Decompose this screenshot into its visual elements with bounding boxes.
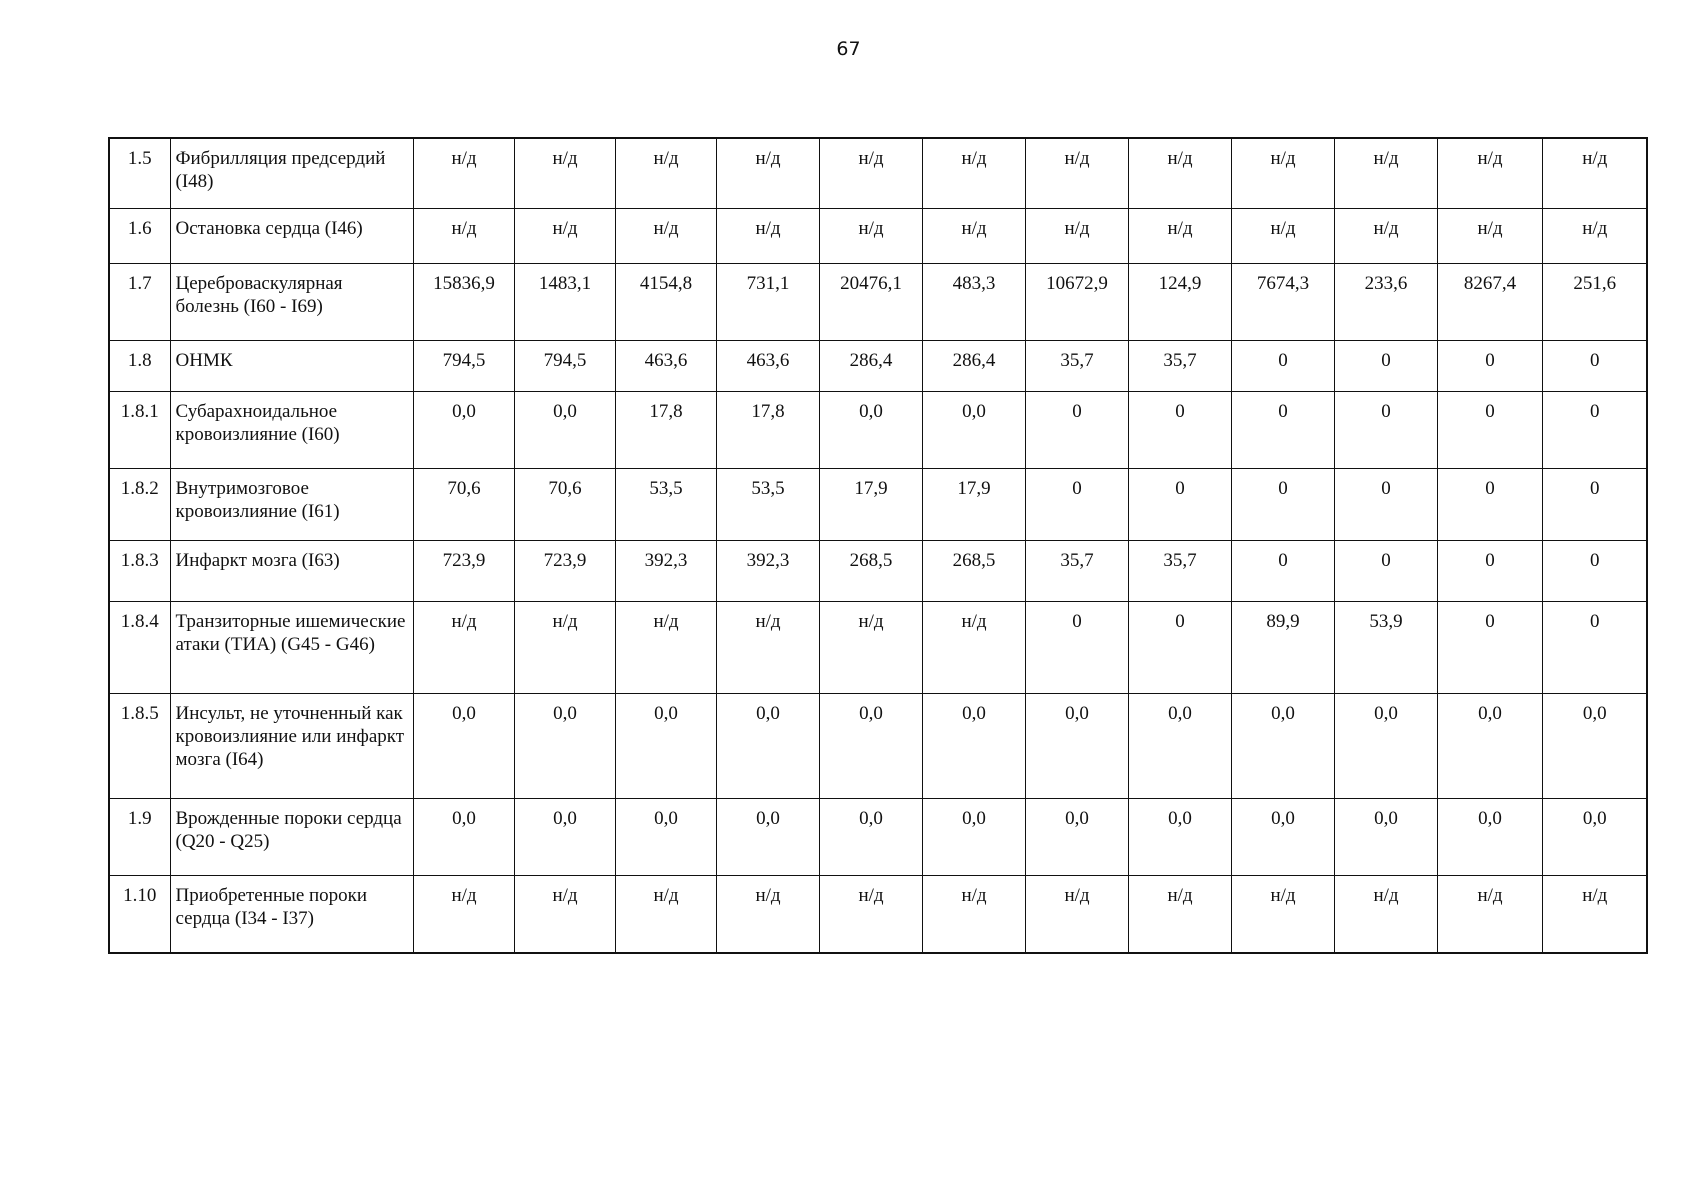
row-value: н/д: [1128, 208, 1231, 263]
row-value: 0,0: [514, 693, 615, 798]
row-value: 0,0: [1025, 693, 1128, 798]
row-value: н/д: [1437, 208, 1542, 263]
row-value: н/д: [615, 208, 716, 263]
row-value: 0: [1025, 468, 1128, 540]
row-value: 0: [1025, 391, 1128, 468]
row-name: ОНМК: [170, 340, 413, 391]
row-value: 0,0: [615, 693, 716, 798]
row-value: 35,7: [1025, 540, 1128, 601]
row-value: н/д: [716, 875, 819, 953]
row-value: н/д: [1025, 875, 1128, 953]
row-code: 1.8.3: [109, 540, 170, 601]
row-value: 483,3: [922, 263, 1025, 340]
row-value: 723,9: [514, 540, 615, 601]
row-value: 286,4: [819, 340, 922, 391]
row-value: 251,6: [1542, 263, 1647, 340]
row-value: 0,0: [615, 798, 716, 875]
row-code: 1.8.5: [109, 693, 170, 798]
table-row: [109, 875, 1647, 953]
row-value: 0,0: [819, 391, 922, 468]
row-value: н/д: [615, 875, 716, 953]
row-value: 124,9: [1128, 263, 1231, 340]
row-code: 1.5: [109, 138, 170, 208]
table-row: [109, 468, 1647, 540]
row-value: 0: [1542, 340, 1647, 391]
table-row: [109, 798, 1647, 875]
row-value: 0,0: [819, 798, 922, 875]
row-code: 1.10: [109, 875, 170, 953]
row-value: н/д: [716, 208, 819, 263]
row-value: 731,1: [716, 263, 819, 340]
row-value: 89,9: [1231, 601, 1334, 693]
row-value: н/д: [1231, 208, 1334, 263]
row-value: 0: [1437, 468, 1542, 540]
row-code: 1.8.1: [109, 391, 170, 468]
row-value: н/д: [922, 601, 1025, 693]
row-value: 0,0: [514, 391, 615, 468]
row-value: н/д: [514, 138, 615, 208]
row-value: н/д: [1437, 875, 1542, 953]
row-name: Цереброваскулярная болезнь (I60 - I69): [170, 263, 413, 340]
row-value: 35,7: [1128, 340, 1231, 391]
row-value: 0,0: [1542, 798, 1647, 875]
row-code: 1.7: [109, 263, 170, 340]
row-value: 0: [1231, 468, 1334, 540]
row-name: Субарахноидальное кровоизлияние (I60): [170, 391, 413, 468]
row-value: 0: [1128, 391, 1231, 468]
row-value: 0,0: [1128, 693, 1231, 798]
row-value: 17,9: [922, 468, 1025, 540]
row-value: 0: [1334, 540, 1437, 601]
row-value: н/д: [1542, 208, 1647, 263]
row-value: н/д: [819, 208, 922, 263]
row-value: 0,0: [1437, 798, 1542, 875]
row-value: 233,6: [1334, 263, 1437, 340]
row-value: 10672,9: [1025, 263, 1128, 340]
row-value: 53,5: [716, 468, 819, 540]
row-value: н/д: [1542, 875, 1647, 953]
row-value: н/д: [922, 208, 1025, 263]
row-value: н/д: [413, 601, 514, 693]
table-row: [109, 138, 1647, 208]
row-value: 70,6: [413, 468, 514, 540]
row-value: 7674,3: [1231, 263, 1334, 340]
row-value: 0: [1334, 340, 1437, 391]
row-value: 17,8: [615, 391, 716, 468]
row-value: 53,5: [615, 468, 716, 540]
row-value: н/д: [716, 138, 819, 208]
row-value: 0: [1542, 540, 1647, 601]
row-value: н/д: [1025, 138, 1128, 208]
table-row: [109, 693, 1647, 798]
row-value: 70,6: [514, 468, 615, 540]
row-value: н/д: [1334, 208, 1437, 263]
row-name: Инфаркт мозга (I63): [170, 540, 413, 601]
row-value: 0: [1542, 601, 1647, 693]
row-value: 0,0: [1334, 693, 1437, 798]
row-value: 0: [1542, 468, 1647, 540]
row-code: 1.6: [109, 208, 170, 263]
row-name: Инсульт, не уточненный как кровоизлияние или инфаркт мозга (I64): [170, 693, 413, 798]
row-value: 268,5: [922, 540, 1025, 601]
row-name: Приобретенные пороки сердца (I34 - I37): [170, 875, 413, 953]
row-value: 0,0: [413, 391, 514, 468]
row-value: 0,0: [413, 693, 514, 798]
table-row: [109, 540, 1647, 601]
row-value: 0,0: [1334, 798, 1437, 875]
row-value: н/д: [819, 601, 922, 693]
row-value: н/д: [922, 138, 1025, 208]
row-value: н/д: [1128, 875, 1231, 953]
row-value: н/д: [413, 875, 514, 953]
row-value: 0,0: [514, 798, 615, 875]
table-row: [109, 391, 1647, 468]
row-value: 463,6: [716, 340, 819, 391]
row-value: 268,5: [819, 540, 922, 601]
row-value: н/д: [615, 601, 716, 693]
row-value: н/д: [1542, 138, 1647, 208]
row-value: н/д: [514, 601, 615, 693]
row-value: н/д: [1437, 138, 1542, 208]
row-value: 0: [1437, 601, 1542, 693]
row-value: 0: [1231, 391, 1334, 468]
row-value: 0,0: [413, 798, 514, 875]
row-value: 0,0: [1025, 798, 1128, 875]
row-value: 53,9: [1334, 601, 1437, 693]
row-value: 0,0: [716, 798, 819, 875]
statistics-table: [108, 137, 1648, 954]
row-value: 0: [1437, 391, 1542, 468]
row-name: Врожденные пороки сердца (Q20 - Q25): [170, 798, 413, 875]
row-value: н/д: [1128, 138, 1231, 208]
row-code: 1.8.2: [109, 468, 170, 540]
row-value: 0,0: [922, 798, 1025, 875]
row-value: 35,7: [1025, 340, 1128, 391]
row-value: 0,0: [922, 693, 1025, 798]
row-code: 1.8: [109, 340, 170, 391]
row-value: 0,0: [716, 693, 819, 798]
row-value: 794,5: [514, 340, 615, 391]
row-value: 0: [1025, 601, 1128, 693]
row-value: 392,3: [716, 540, 819, 601]
row-value: н/д: [819, 875, 922, 953]
row-value: 0: [1437, 340, 1542, 391]
row-value: 0,0: [1231, 798, 1334, 875]
row-value: н/д: [514, 875, 615, 953]
row-value: н/д: [1231, 875, 1334, 953]
row-value: 0: [1542, 391, 1647, 468]
row-value: 0,0: [922, 391, 1025, 468]
row-value: 20476,1: [819, 263, 922, 340]
row-value: 0,0: [1128, 798, 1231, 875]
row-value: н/д: [413, 208, 514, 263]
row-value: 17,9: [819, 468, 922, 540]
row-value: 0,0: [819, 693, 922, 798]
row-code: 1.8.4: [109, 601, 170, 693]
row-value: 17,8: [716, 391, 819, 468]
row-value: н/д: [1231, 138, 1334, 208]
row-value: 0: [1128, 601, 1231, 693]
row-value: 8267,4: [1437, 263, 1542, 340]
row-name: Фибрилляция предсердий (I48): [170, 138, 413, 208]
row-value: 0: [1231, 540, 1334, 601]
row-value: 0: [1334, 391, 1437, 468]
table-row: [109, 601, 1647, 693]
table-row: [109, 263, 1647, 340]
row-value: 15836,9: [413, 263, 514, 340]
row-value: н/д: [1334, 138, 1437, 208]
row-value: н/д: [1025, 208, 1128, 263]
row-value: 794,5: [413, 340, 514, 391]
row-value: 35,7: [1128, 540, 1231, 601]
row-value: 0: [1437, 540, 1542, 601]
row-value: 463,6: [615, 340, 716, 391]
row-value: 0,0: [1542, 693, 1647, 798]
row-value: 392,3: [615, 540, 716, 601]
table-body: [109, 138, 1647, 953]
table-row: [109, 208, 1647, 263]
row-value: н/д: [413, 138, 514, 208]
page-number: 67: [836, 38, 861, 60]
row-value: 0: [1334, 468, 1437, 540]
row-value: н/д: [1334, 875, 1437, 953]
row-name: Остановка сердца (I46): [170, 208, 413, 263]
row-value: 0: [1128, 468, 1231, 540]
row-value: 4154,8: [615, 263, 716, 340]
row-value: 723,9: [413, 540, 514, 601]
row-value: н/д: [615, 138, 716, 208]
row-value: н/д: [819, 138, 922, 208]
row-name: Внутримозговое кровоизлияние (I61): [170, 468, 413, 540]
table-row: [109, 340, 1647, 391]
row-value: 286,4: [922, 340, 1025, 391]
row-value: 0,0: [1437, 693, 1542, 798]
row-name: Транзиторные ишемические атаки (ТИА) (G45 - G46): [170, 601, 413, 693]
row-value: 0,0: [1231, 693, 1334, 798]
row-code: 1.9: [109, 798, 170, 875]
row-value: 1483,1: [514, 263, 615, 340]
row-value: 0: [1231, 340, 1334, 391]
row-value: н/д: [514, 208, 615, 263]
row-value: н/д: [922, 875, 1025, 953]
row-value: н/д: [716, 601, 819, 693]
